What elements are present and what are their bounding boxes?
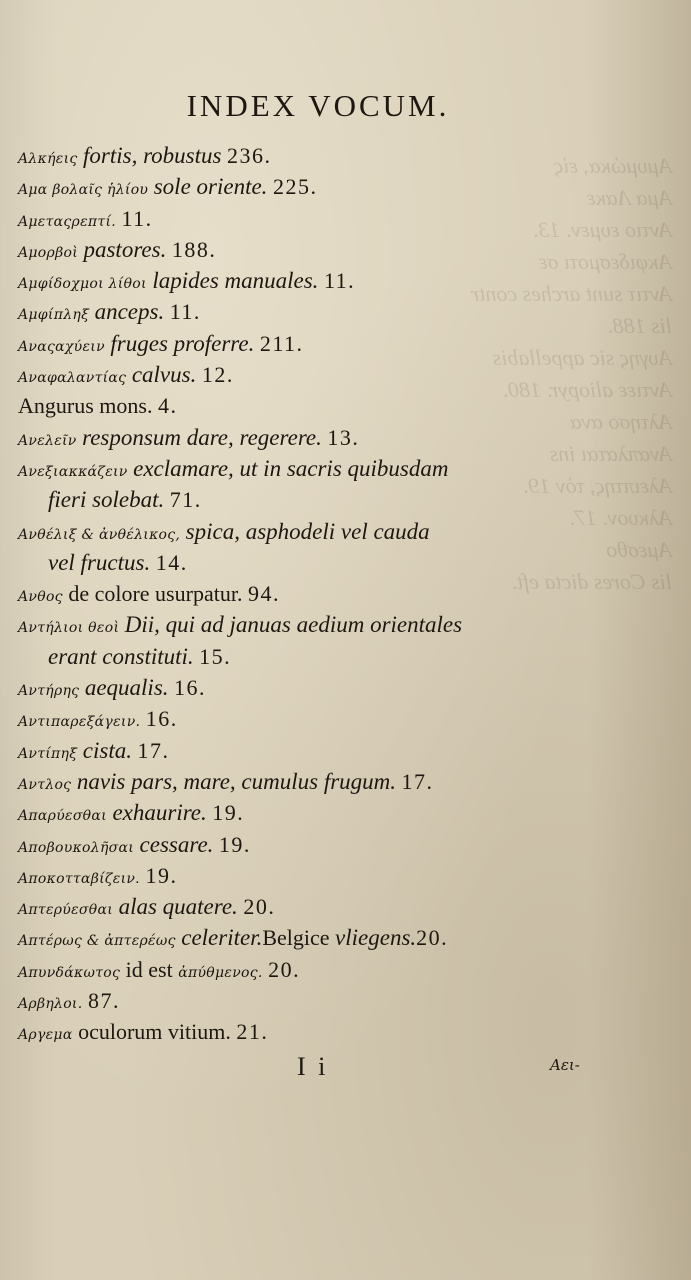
- greek-term: Αντιπαρεξάγειν.: [18, 714, 141, 731]
- greek-term: Αμα βολαῖς ἡλίου: [18, 182, 149, 199]
- page-ref: 19.: [218, 831, 251, 857]
- latin-gloss: cessare.: [139, 831, 214, 857]
- greek-term: Απυνδάκωτος: [18, 964, 121, 981]
- greek-term: Αλκήεις: [18, 151, 78, 167]
- latin-gloss: fortis, robustus: [83, 143, 222, 168]
- index-entry: [18, 328, 608, 359]
- index-entry: [18, 860, 608, 891]
- page-footer: [0, 1052, 691, 1092]
- page-ref: 12.: [201, 362, 234, 388]
- greek-term-secondary: ἀπύθμενος.: [178, 964, 263, 981]
- latin-gloss: exclamare, ut in sacris quibusdam: [133, 455, 449, 481]
- greek-term: Ανεξιακκάζειν: [18, 463, 128, 480]
- latin-gloss: sole oriente.: [153, 174, 268, 200]
- greek-term: Αναφαλαντίας: [18, 370, 127, 387]
- latin-gloss: Dii, qui ad januas aedium orientales: [124, 612, 463, 638]
- page-ref: 87.: [87, 988, 120, 1014]
- index-entry: [18, 203, 608, 234]
- greek-term: Αντλος: [18, 776, 72, 793]
- page-ref: 4.: [157, 393, 178, 419]
- greek-term: Αρβηλοι.: [18, 996, 83, 1013]
- latin-gloss: celeriter.: [181, 925, 263, 951]
- page-title: INDEX VOCUM.: [186, 88, 450, 123]
- greek-term: Απτέρως & ἀπτερέως: [18, 933, 176, 950]
- index-entry: [18, 140, 608, 171]
- index-entry: [18, 171, 608, 202]
- page-ref: 13.: [327, 424, 360, 450]
- latin-gloss: lapides manuales.: [152, 268, 319, 294]
- latin-gloss: navis pars, mare, cumulus frugum.: [76, 768, 397, 794]
- roman-gloss: oculorum vitium.: [78, 1019, 231, 1045]
- greek-term: Αμφίδοχμοι λίθοι: [18, 276, 147, 293]
- latin-gloss-secondary: vliegens.: [335, 925, 417, 951]
- page-ref: 19.: [212, 800, 245, 826]
- page-ref: 11.: [169, 299, 201, 325]
- index-entry: [18, 891, 608, 922]
- latin-gloss: alas quatere.: [118, 894, 238, 920]
- roman-gloss: de colore usurpatur.: [68, 581, 243, 607]
- index-entry: [18, 954, 608, 985]
- page-ref: 17.: [137, 737, 170, 763]
- index-entry: [18, 797, 608, 828]
- page-ref: 11.: [323, 268, 356, 294]
- page-ref: 16.: [145, 706, 178, 732]
- page-ref: 188.: [171, 236, 217, 262]
- page-ref: 21.: [236, 1019, 269, 1045]
- latin-gloss: calvus.: [131, 362, 197, 388]
- greek-term: Αμορβοὶ: [18, 244, 78, 261]
- roman-gloss: Angurus mons.: [18, 393, 153, 419]
- greek-term: Απτερύεσθαι: [18, 902, 114, 919]
- index-entry: [18, 578, 608, 609]
- greek-term: Αντήρης: [18, 683, 80, 700]
- roman-gloss: Belgice: [262, 925, 330, 951]
- latin-gloss-continued: erant constituti.: [48, 643, 194, 669]
- greek-term: Αντίπηξ: [18, 745, 78, 762]
- index-entry: [18, 703, 608, 734]
- latin-gloss: responsum dare, regerere.: [82, 424, 322, 450]
- page-ref: 11.: [121, 205, 153, 231]
- index-entry: [18, 735, 608, 766]
- page-ref: 16.: [174, 675, 207, 701]
- latin-gloss: pastores.: [83, 236, 167, 262]
- latin-gloss: exhaurire.: [112, 800, 207, 826]
- greek-term: Αναςαχύειν: [18, 338, 105, 355]
- page-ref: 20.: [416, 925, 449, 951]
- index-entries: [18, 140, 608, 1048]
- latin-gloss: anceps.: [94, 299, 165, 325]
- greek-term: Αμεταςρεπτί.: [18, 213, 116, 230]
- latin-gloss: spica, asphodeli vel cauda: [185, 518, 430, 544]
- greek-term: Ανθέλιξ & ἀνθέλικος,: [18, 526, 181, 543]
- greek-term: Ανελεῖν: [18, 432, 77, 449]
- latin-gloss: aequalis.: [84, 675, 169, 701]
- page-ref: 20.: [243, 894, 276, 920]
- index-entry: [18, 265, 608, 296]
- page-ref: 236.: [226, 143, 272, 168]
- index-entry: [18, 766, 608, 797]
- roman-gloss: id est: [125, 956, 173, 982]
- greek-term: Αντήλιοι θεοὶ: [18, 620, 120, 637]
- page-ref: 225.: [272, 174, 318, 200]
- page-ref: 19.: [145, 862, 178, 888]
- page-ref: 71.: [169, 487, 202, 513]
- index-entry: [18, 1016, 608, 1047]
- page-ref: 211.: [259, 330, 304, 356]
- index-entry: [18, 296, 608, 327]
- page-ref: 17.: [401, 768, 434, 794]
- page-ref: 20.: [268, 956, 301, 982]
- index-entry: [18, 453, 608, 516]
- index-entry: [18, 422, 608, 453]
- latin-gloss: fruges proferre.: [110, 330, 255, 356]
- signature-mark: I i: [297, 1052, 329, 1081]
- index-entry: [18, 829, 608, 860]
- index-entry: [18, 359, 608, 390]
- index-entry: [18, 390, 608, 421]
- catchword: Αει-: [550, 1056, 580, 1074]
- latin-gloss: cista.: [82, 737, 132, 763]
- index-entry: [18, 672, 608, 703]
- page-ref: 14.: [155, 549, 188, 575]
- greek-term: Αποβουκολῆσαι: [18, 839, 135, 856]
- index-entry: [18, 234, 608, 265]
- latin-gloss-continued: fieri solebat.: [48, 487, 165, 513]
- greek-term: Απαρύεσθαι: [18, 808, 107, 825]
- greek-term: Αμφίπληξ: [18, 307, 90, 324]
- index-entry: [18, 516, 608, 579]
- greek-term: Αποκοτταβίζειν.: [18, 870, 140, 887]
- greek-term: Αργεμα: [18, 1027, 73, 1044]
- latin-gloss-continued: vel fructus.: [48, 549, 151, 575]
- bleed-through-text: Αμυμώκα, εἰς Αμα Λακε Αντιο ευμεν. 13. Ακφιδεσμοτι σε Αντιτ sunt arches contr lis 188. Αυγης sic appellabis Αντιεε aliopyr. 180. Αλτησο ανα Αναπλαται ins Αλειπτης, τὸν 19. Αλκυον. 17. Αμεσθο lis Cores dicta eft.: [470, 153, 672, 594]
- page-ref: 94.: [247, 581, 280, 607]
- index-entry: [18, 609, 608, 672]
- index-entry: [18, 985, 608, 1016]
- index-entry: [18, 922, 608, 953]
- greek-term: Ανθος: [18, 589, 63, 606]
- page-ref: 15.: [199, 643, 232, 669]
